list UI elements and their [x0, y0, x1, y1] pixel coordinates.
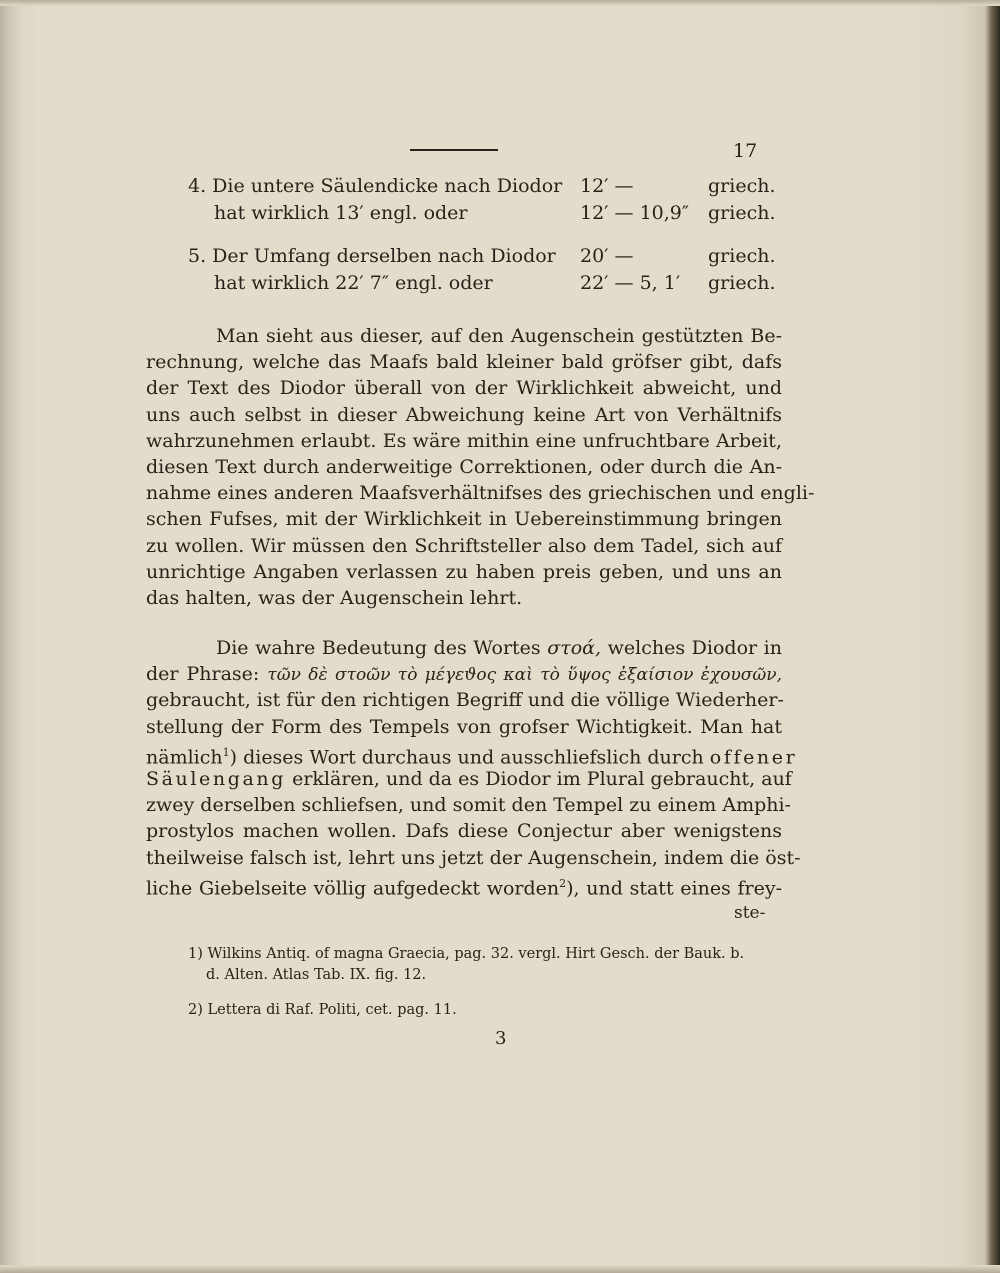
table-row — [0, 202, 1000, 226]
text-line: uns auch selbst in dieser Abweichung keine Art von Verhältnifs — [146, 403, 782, 426]
text-line: wahrzunehmen erlaubt. Es wäre mithin eine unfruchtbare Arbeit, — [146, 429, 782, 452]
table-label: 4. Die untere Säulendicke nach Diodor — [188, 175, 563, 197]
table-unit: griech. — [708, 245, 776, 267]
table-unit: griech. — [708, 175, 776, 197]
text-line: rechnung, welche das Maafs bald kleiner bald gröfser gibt, dafs — [146, 351, 782, 374]
spaced-term: Säulengang — [146, 767, 287, 790]
table-label: hat wirklich 22′ 7″ engl. oder — [214, 272, 493, 294]
table-value: 12′ — — [580, 175, 634, 197]
spaced-term: offener — [709, 746, 798, 769]
text-line: Man sieht aus dieser, auf den Augenschein gestützten Be- — [216, 325, 782, 347]
text-line: prostylos machen wollen. Dafs diese Conjectur aber wenigstens — [146, 820, 782, 843]
text-line: theilweise falsch ist, lehrt uns jetzt der Augenschein, indem die öst- — [146, 846, 801, 869]
text-line: Die wahre Bedeutung des Wortes στοά, welches Diodor in — [216, 637, 782, 659]
table-unit: griech. — [708, 202, 776, 224]
text-line: schen Fufses, mit der Wirklichkeit in Uebereinstimmung bringen — [146, 508, 782, 531]
footnote-ref: 2 — [559, 876, 567, 890]
page-number: 17 — [733, 140, 758, 162]
text-line: unrichtige Angaben verlassen zu haben preis geben, und uns an — [146, 560, 782, 583]
text-line: das halten, was der Augenschein lehrt. — [146, 586, 523, 609]
text-line: liche Giebelseite völlig aufgedeckt worden$^2$), und statt eines frey- — [146, 876, 783, 900]
table-value: 22′ — 5, 1′ — [580, 272, 681, 294]
header-rule — [410, 149, 498, 151]
text-line: nahme eines anderen Maafsverhältnifses des griechischen und engli- — [146, 482, 815, 505]
table-row — [0, 175, 1000, 199]
text-line: diesen Text durch anderweitige Correktionen, oder durch die An- — [146, 455, 782, 478]
text-line: nämlich$^1$) dieses Wort durchaus und ausschliefslich durch offener — [146, 745, 798, 769]
greek-word: στοά, — [547, 637, 602, 659]
printer-signature: 3 — [495, 1028, 507, 1049]
paragraph-2 — [146, 635, 801, 900]
paragraph-1 — [146, 323, 815, 611]
text-line: stellung der Form des Tempels von grofser Wichtigkeit. Man hat — [146, 715, 782, 738]
footnote-ref: 1 — [222, 745, 230, 759]
text-line: der Text des Diodor überall von der Wirklichkeit abweicht, und — [146, 377, 782, 400]
table-row — [0, 245, 1000, 269]
footnote-1-line-1: 1) Wilkins Antiq. of magna Graecia, pag. 32. vergl. Hirt Gesch. der Bauk. b. — [188, 946, 745, 962]
table-value: 20′ — — [580, 245, 634, 267]
table-row — [0, 272, 1000, 296]
footnote-2: 2) Lettera di Raf. Politi, cet. pag. 11. — [188, 1002, 457, 1018]
footnote-1-line-2: d. Alten. Atlas Tab. IX. fig. 12. — [206, 967, 427, 983]
greek-phrase: τῶν δὲ στοῶν τὸ μέγεϑος καὶ τὸ ὕψος ἐξαίσιον ἐχουσῶν, — [267, 665, 783, 686]
text-line: der Phrase: τῶν δὲ στοῶν τὸ μέγεϑος καὶ τὸ ὕψος ἐξαίσιον ἐχουσῶν, — [146, 663, 783, 686]
table-value: 12′ — 10,9″ — [580, 202, 689, 224]
text-line: gebraucht, ist für den richtigen Begriff und die völlige Wiederher- — [146, 689, 784, 712]
table-unit: griech. — [708, 272, 776, 294]
table-label: hat wirklich 13′ engl. oder — [214, 202, 468, 224]
text-line: Säulengang erklären, und da es Diodor im Plural gebraucht, auf — [146, 767, 792, 790]
table-label: 5. Der Umfang derselben nach Diodor — [188, 245, 556, 267]
catchword: ste- — [734, 903, 766, 923]
text-line: zu wollen. Wir müssen den Schriftsteller also dem Tadel, sich auf — [146, 534, 782, 557]
text-line: zwey derselben schliefsen, und somit den Tempel zu einem Amphi- — [146, 794, 791, 817]
